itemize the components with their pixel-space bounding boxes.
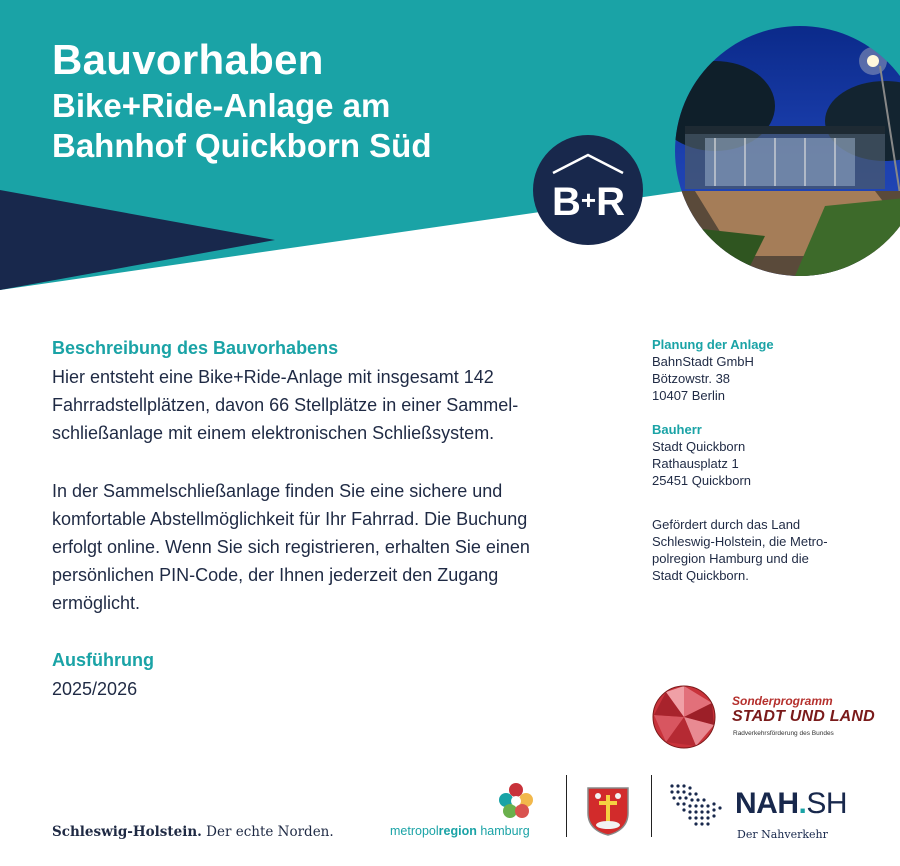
metropolregion-flower-icon bbox=[494, 780, 538, 820]
funding-note bbox=[652, 516, 828, 584]
text-line: Hier entsteht eine Bike+Ride-Anlage mit insgesamt 142 bbox=[52, 367, 494, 387]
sonderprogramm-circle-logo bbox=[652, 685, 716, 749]
quickborn-coat-of-arms bbox=[585, 785, 631, 837]
nah-sh-wordmark: NAH.SH bbox=[735, 787, 848, 820]
text-line: Rathausplatz 1 bbox=[652, 456, 739, 471]
text-line: ermöglicht. bbox=[52, 593, 141, 613]
text-line: schließanlage mit einem elektronischen Schließsystem. bbox=[52, 423, 495, 443]
builder-heading: Bauherr bbox=[652, 422, 702, 437]
text-line: Bötzowstr. 38 bbox=[652, 371, 731, 386]
metropolregion-wordmark: metropolregion hamburg bbox=[390, 824, 530, 838]
text-line: Gefördert durch das Land bbox=[652, 517, 801, 532]
nah-sh-subtitle: Der Nahverkehr bbox=[737, 828, 828, 841]
planning-heading: Planung der Anlage bbox=[652, 337, 774, 352]
sonderprogramm-subtitle: Radverkehrsförderung des Bundes bbox=[733, 730, 834, 737]
text-line: erfolgt online. Wenn Sie sich registrieren, erhalten Sie einen bbox=[52, 537, 530, 557]
description-paragraph-1 bbox=[52, 363, 518, 447]
planning-address bbox=[652, 353, 754, 404]
title-line-2: Bike+Ride-Anlage am bbox=[52, 87, 391, 124]
footer-divider bbox=[566, 775, 567, 837]
br-logo-text: B+R bbox=[552, 180, 624, 224]
text-line: 25451 Quickborn bbox=[652, 473, 752, 488]
description-paragraph-2 bbox=[52, 477, 530, 617]
text-line: Stadt Quickborn. bbox=[652, 568, 749, 583]
text-line: polregion Hamburg und die bbox=[652, 551, 809, 566]
bike-and-ride-house-icon bbox=[533, 135, 643, 245]
text-line: Schleswig-Holstein, die Metro- bbox=[652, 534, 828, 549]
text-line: Stadt Quickborn bbox=[652, 439, 746, 454]
description-heading: Beschreibung des Bauvorhabens bbox=[52, 338, 339, 358]
text-line: komfortable Abstellmöglichkeit für Ihr Fahrrad. Die Buchung bbox=[52, 509, 528, 529]
title-line-1: Bauvorhaben bbox=[52, 36, 324, 83]
schleswig-holstein-claim: Schleswig-Holstein. Der echte Norden. bbox=[52, 824, 334, 840]
execution-value: 2025/2026 bbox=[52, 679, 138, 699]
title-line-3: Bahnhof Quickborn Süd bbox=[52, 127, 432, 164]
text-line: BahnStadt GmbH bbox=[652, 354, 754, 369]
text-line: Fahrradstellplätzen, davon 66 Stellplätze in einer Sammel- bbox=[52, 395, 519, 415]
text-line: In der Sammelschließanlage finden Sie eine sichere und bbox=[52, 481, 503, 501]
nah-sh-dotted-map-icon bbox=[668, 782, 724, 830]
text-line: 10407 Berlin bbox=[652, 388, 725, 403]
text-line: persönlichen PIN-Code, der Ihnen jederzeit den Zugang bbox=[52, 565, 499, 585]
page-title bbox=[52, 38, 431, 166]
sonderprogramm-main: STADT UND LAND bbox=[732, 708, 875, 725]
execution-heading: Ausführung bbox=[52, 650, 154, 670]
builder-address bbox=[652, 438, 751, 489]
footer-divider bbox=[651, 775, 652, 837]
sonderprogramm-title: Sonderprogramm bbox=[732, 694, 833, 708]
